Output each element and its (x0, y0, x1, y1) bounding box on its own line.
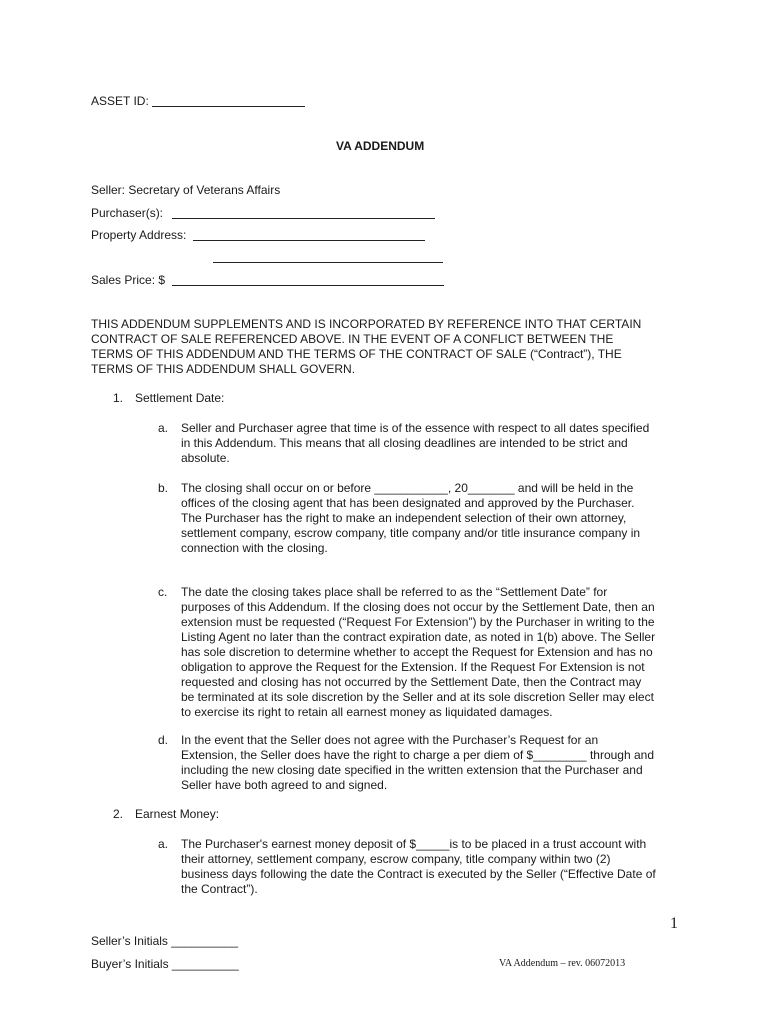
section-number: 2. (113, 807, 124, 821)
property-address-field-line2[interactable] (213, 262, 443, 263)
property-address-field[interactable] (193, 240, 425, 241)
intro-line: THIS ADDENDUM SUPPLEMENTS AND IS INCORPORATED BY REFERENCE INTO THAT CERTAIN (91, 317, 642, 331)
item-line: to exercise its right to retain all earnest money as liquidated damages. (181, 705, 553, 719)
property-address-label: Property Address: (91, 228, 187, 242)
item-letter: d. (158, 733, 169, 747)
sales-price-label: Sales Price: $ (91, 273, 166, 287)
item-line: their attorney, settlement company, escrow company, title company within two (2) (181, 852, 611, 866)
item-letter: a. (158, 421, 169, 435)
item-text (181, 585, 655, 720)
item-line: Extension, the Seller does have the right to charge a per diem of $________ through and (181, 748, 654, 762)
item-letter: c. (158, 585, 168, 599)
item-line: requested and closing has not occurred by the Settlement Date, then the Contract may (181, 675, 642, 689)
seller-line: Seller: Secretary of Veterans Affairs (91, 183, 281, 197)
item-line: In the event that the Seller does not agree with the Purchaser’s Request for an (181, 733, 599, 747)
buyers-initials[interactable]: Buyer’s Initials __________ (91, 957, 239, 971)
purchasers-field[interactable] (172, 218, 435, 219)
asset-id-label: ASSET ID: (91, 94, 149, 108)
section-number: 1. (113, 391, 124, 405)
item-line: has sole discretion to determine whether to accept the Request for Extension and has no (181, 645, 653, 659)
document-title: VA ADDENDUM (336, 139, 425, 153)
item-line: Seller and Purchaser agree that time is of the essence with respect to all dates specified (181, 421, 650, 435)
item-line: connection with the closing. (181, 541, 328, 555)
item-line: The Purchaser has the right to make an independent selection of their own attorney, (181, 511, 627, 525)
intro-paragraph (91, 317, 641, 377)
section-heading: Earnest Money: (135, 807, 220, 821)
intro-line: TERMS OF THIS ADDENDUM SHALL GOVERN. (91, 362, 356, 376)
item-line: obligation to approve the Request for the Extension. If the Request For Extension is not (181, 660, 645, 674)
item-line: absolute. (181, 451, 230, 465)
item-line: Seller have both agreed to and signed. (181, 778, 388, 792)
item-text (181, 733, 654, 793)
item-line: the Contract”). (181, 882, 258, 896)
sales-price-field[interactable] (172, 285, 444, 286)
item-text (181, 481, 640, 556)
item-letter: a. (158, 837, 169, 851)
item-text (181, 421, 649, 466)
intro-line: CONTRACT OF SALE REFERENCED ABOVE. IN THE EVENT OF A CONFLICT BETWEEN THE (91, 332, 614, 346)
item-line: offices of the closing agent that has been designated and approved by the Purchaser. (181, 496, 635, 510)
item-line: purposes of this Addendum. If the closing does not occur by the Settlement Date, then an (181, 600, 655, 614)
item-line: business days following the date the Contract is executed by the Seller (“Effective Date of (181, 867, 656, 881)
item-line: in this Addendum. This means that all closing deadlines are intended to be strict and (181, 436, 628, 450)
page-number: 1 (670, 915, 678, 932)
sellers-initials[interactable]: Seller’s Initials __________ (91, 934, 238, 948)
item-letter: b. (158, 481, 169, 495)
asset-id-field[interactable] (152, 106, 305, 107)
item-line: settlement company, escrow company, title company and/or title insurance company in (181, 526, 641, 540)
item-line: The Purchaser's earnest money deposit of $_____is to be placed in a trust account with (181, 837, 647, 851)
section-heading: Settlement Date: (135, 391, 225, 405)
purchasers-label: Purchaser(s): (91, 206, 164, 220)
item-line: The date the closing takes place shall be referred to as the “Settlement Date” for (181, 585, 608, 599)
item-line: be terminated at its sole discretion by the Seller and at its sole discretion Seller may elect (181, 690, 654, 704)
footer-revision: VA Addendum – rev. 06072013 (499, 958, 626, 969)
item-line: extension must be requested (“Request For Extension”) by the Purchaser in writing to the (181, 615, 655, 629)
item-line: including the new closing date specified in the written extension that the Purchaser and (181, 763, 643, 777)
item-line: Listing Agent no later than the contract expiration date, as noted in 1(b) above. The Seller (181, 630, 656, 644)
item-line: The closing shall occur on or before ___________, 20_______ and will be held in the (181, 481, 634, 495)
intro-line: TERMS OF THIS ADDENDUM AND THE TERMS OF THE CONTRACT OF SALE (“Contract”), THE (91, 347, 622, 361)
item-text (181, 837, 656, 897)
